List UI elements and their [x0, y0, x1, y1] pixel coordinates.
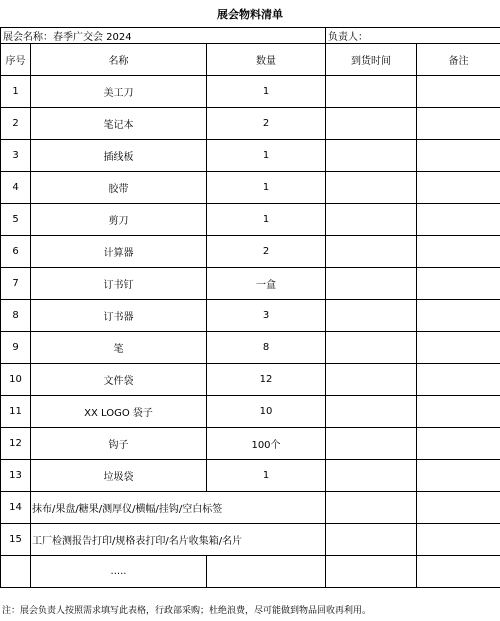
row-arrival[interactable]	[326, 332, 417, 364]
table-row	[1, 524, 500, 556]
row-qty[interactable]: 12	[207, 364, 326, 396]
row-remark[interactable]	[417, 236, 500, 268]
sheet-title: 展会物料清单	[217, 7, 283, 21]
row-no[interactable]: 15	[1, 524, 31, 556]
row-remark[interactable]	[417, 492, 500, 524]
row-name[interactable]: 订书器	[31, 300, 207, 332]
row-arrival[interactable]	[326, 140, 417, 172]
row-arrival[interactable]	[326, 268, 417, 300]
row-no[interactable]: 14	[1, 492, 31, 524]
row-arrival[interactable]	[326, 108, 417, 140]
table-row	[1, 108, 500, 140]
table-row	[1, 268, 500, 300]
row-no[interactable]: 5	[1, 204, 31, 236]
row-arrival[interactable]	[326, 300, 417, 332]
table-row	[1, 492, 500, 524]
exhibition-name-cell[interactable]: 展会名称：春季广交会 2024	[1, 28, 326, 44]
row-arrival[interactable]	[326, 524, 417, 556]
row-name[interactable]: .....	[31, 556, 207, 588]
row-qty[interactable]: 10	[207, 396, 326, 428]
table-row	[1, 460, 500, 492]
row-remark[interactable]	[417, 172, 500, 204]
row-no[interactable]: 2	[1, 108, 31, 140]
row-remark[interactable]	[417, 204, 500, 236]
row-remark[interactable]	[417, 556, 500, 588]
row-name[interactable]: 剪刀	[31, 204, 207, 236]
row-arrival[interactable]	[326, 364, 417, 396]
table-row	[1, 172, 500, 204]
row-name[interactable]: 笔	[31, 332, 207, 364]
row-arrival[interactable]	[326, 236, 417, 268]
header-qty: 数量	[207, 44, 326, 76]
row-qty[interactable]: 一盒	[207, 268, 326, 300]
table-row	[1, 204, 500, 236]
table-row	[1, 236, 500, 268]
person-in-charge-cell[interactable]: 负责人：	[326, 28, 500, 44]
row-arrival[interactable]	[326, 556, 417, 588]
row-no[interactable]: 6	[1, 236, 31, 268]
row-qty[interactable]: 100个	[207, 428, 326, 460]
row-arrival[interactable]	[326, 492, 417, 524]
row-qty[interactable]: 1	[207, 140, 326, 172]
row-no[interactable]: 9	[1, 332, 31, 364]
row-name[interactable]: 美工刀	[31, 76, 207, 108]
row-arrival[interactable]	[326, 76, 417, 108]
row-remark[interactable]	[417, 396, 500, 428]
header-row	[1, 44, 500, 76]
row-arrival[interactable]	[326, 460, 417, 492]
row-no[interactable]: 13	[1, 460, 31, 492]
table-row	[1, 76, 500, 108]
row-name[interactable]: 胶带	[31, 172, 207, 204]
row-qty[interactable]: 8	[207, 332, 326, 364]
row-no[interactable]: 7	[1, 268, 31, 300]
row-arrival[interactable]	[326, 428, 417, 460]
row-no[interactable]: 8	[1, 300, 31, 332]
row-remark[interactable]	[417, 300, 500, 332]
row-arrival[interactable]	[326, 172, 417, 204]
row-remark[interactable]	[417, 460, 500, 492]
row-qty[interactable]: 1	[207, 460, 326, 492]
table-row	[1, 428, 500, 460]
row-name[interactable]: XX LOGO 袋子	[31, 396, 207, 428]
table-row	[1, 300, 500, 332]
footer-note: 注：展会负责人按照需求填写此表格，行政部采购；杜绝浪费，尽可能做到物品回收再利用。	[2, 606, 372, 616]
row-name[interactable]: 工厂检测报告打印/规格表打印/名片收集箱/名片	[31, 524, 326, 556]
row-qty[interactable]: 1	[207, 76, 326, 108]
row-name[interactable]: 钩子	[31, 428, 207, 460]
row-remark[interactable]	[417, 428, 500, 460]
header-remark: 备注	[417, 44, 500, 76]
row-name[interactable]: 订书钉	[31, 268, 207, 300]
row-no[interactable]	[1, 556, 31, 588]
row-qty[interactable]: 3	[207, 300, 326, 332]
row-name[interactable]: 笔记本	[31, 108, 207, 140]
row-arrival[interactable]	[326, 204, 417, 236]
row-no[interactable]: 10	[1, 364, 31, 396]
row-no[interactable]: 3	[1, 140, 31, 172]
row-qty[interactable]: 1	[207, 204, 326, 236]
row-name[interactable]: 抹布/果盘/糖果/测厚仪/横幅/挂钩/空白标签	[31, 492, 326, 524]
row-remark[interactable]	[417, 140, 500, 172]
row-name[interactable]: 文件袋	[31, 364, 207, 396]
row-qty[interactable]: 1	[207, 172, 326, 204]
row-qty[interactable]: 2	[207, 108, 326, 140]
row-remark[interactable]	[417, 76, 500, 108]
table-row	[1, 556, 500, 588]
row-no[interactable]: 1	[1, 76, 31, 108]
row-remark[interactable]	[417, 268, 500, 300]
header-arrival: 到货时间	[326, 44, 417, 76]
header-name: 名称	[31, 44, 207, 76]
row-name[interactable]: 垃圾袋	[31, 460, 207, 492]
row-no[interactable]: 12	[1, 428, 31, 460]
info-row	[1, 28, 500, 44]
row-remark[interactable]	[417, 108, 500, 140]
row-remark[interactable]	[417, 332, 500, 364]
row-qty[interactable]: 2	[207, 236, 326, 268]
header-no: 序号	[1, 44, 31, 76]
table-row	[1, 364, 500, 396]
row-no[interactable]: 11	[1, 396, 31, 428]
table-row	[1, 332, 500, 364]
row-qty[interactable]	[207, 556, 326, 588]
row-remark[interactable]	[417, 364, 500, 396]
row-name[interactable]: 计算器	[31, 236, 207, 268]
materials-table	[0, 27, 500, 588]
row-no[interactable]: 4	[1, 172, 31, 204]
table-row	[1, 396, 500, 428]
table-row	[1, 140, 500, 172]
row-remark[interactable]	[417, 524, 500, 556]
row-name[interactable]: 插线板	[31, 140, 207, 172]
row-arrival[interactable]	[326, 396, 417, 428]
